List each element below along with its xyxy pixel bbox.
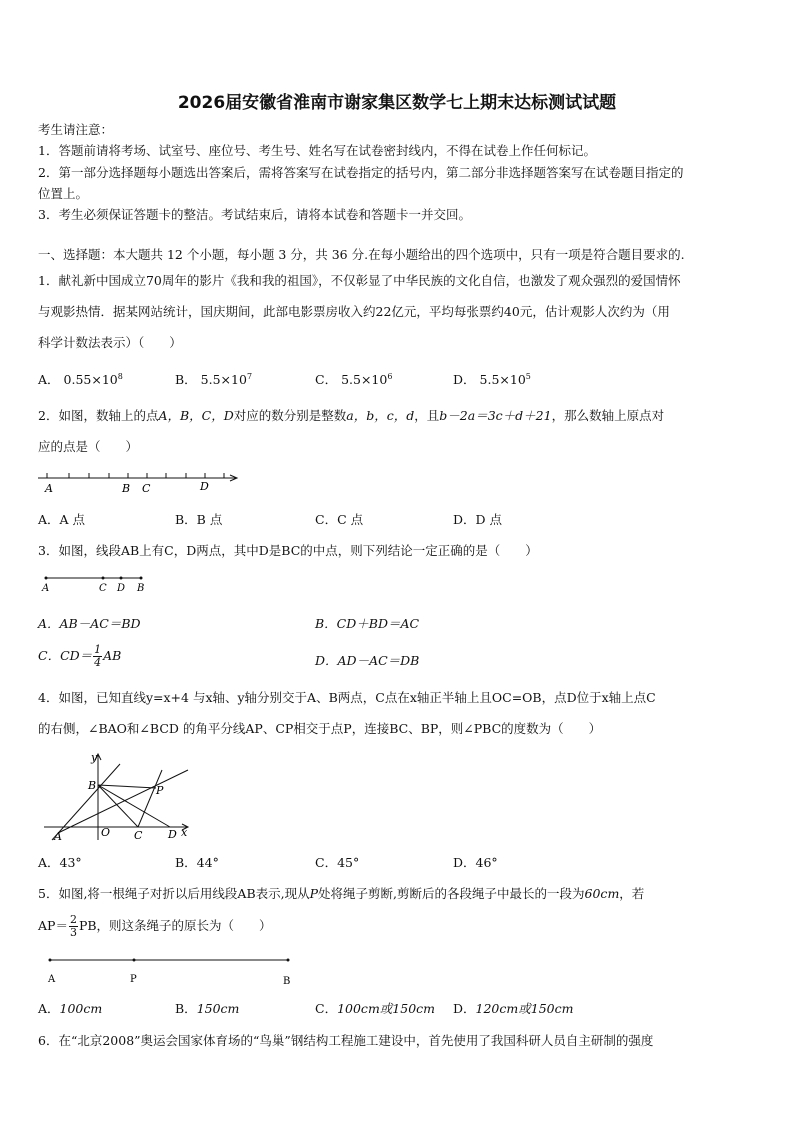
question-1-text: 1．献礼新中国成立70周年的影片《我和我的祖国》，不仅彰显了中华民族的文化自信，也激发了观众强烈的爱国情怀 [38, 273, 681, 288]
question-2-text: 2．如图，数轴上的点A，B，C，D对应的数分别是整数a，b，c，d，且b－2a＝3c＋d＋21，那么数轴上原点对 [38, 408, 665, 423]
q1-option-d: D． $5.5\times 10^5$ [453, 371, 531, 387]
point-label: B [122, 482, 131, 495]
question-4-text: 的右侧，∠BAO和∠BCD 的角平分线AP、CP相交于点P，连接BC、BP，则∠PBC的度数为（ ） [38, 721, 602, 736]
q5-option-d: D．120cm或150cm [453, 1001, 574, 1016]
point-label: D [200, 480, 209, 493]
point-label: A [42, 583, 50, 594]
point-label: C [99, 583, 107, 594]
q3-option-a: A．AB－AC＝BD [38, 616, 141, 631]
point-label: A [48, 974, 56, 985]
question-2-text: 应的点是（ ） [38, 439, 139, 454]
question-6-text: 6．在“北京2008”奥运会国家体育场的“鸟巢”钢结构工程施工建设中，首先使用了我国科研人员自主研制的强度 [38, 1033, 654, 1048]
q3-option-d: D．AD－AC＝DB [315, 653, 420, 668]
notice-item: 1．答题前请将考场、试室号、座位号、考生号、姓名写在试卷密封线内，不得在试卷上作任何标记。 [38, 143, 596, 158]
q5-option-a: A．100cm [38, 1001, 103, 1016]
segment-figure [36, 570, 156, 596]
q3-option-c: C．CD＝ $\frac{1}{4}$ AB [38, 643, 122, 669]
q1-option-a: A． $0.55\times 10^8$ [38, 371, 123, 387]
question-1-text: 科学计数法表示）（ ） [38, 335, 182, 350]
page-title: 2026届安徽省淮南市谢家集区数学七上期末达标测试试题 [177, 93, 617, 113]
section-heading: 一、选择题：本大题共 12 个小题，每小题 3 分，共 36 分.在每小题给出的四个选项中，只有一项是符合题目要求的. [38, 247, 685, 262]
q1-option-c: C． $5.5\times 10^6$ [315, 371, 393, 387]
number-line-figure [36, 466, 246, 496]
question-5-text: 5．如图,将一根绳子对折以后用线段AB表示,现从P处将绳子剪断,剪断后的各段绳子中最长的一段为60cm，若 [38, 886, 645, 901]
notice-item: 位置上。 [38, 186, 89, 201]
q4-option-a: A．43° [38, 855, 82, 870]
point-label: C [134, 829, 143, 842]
point-label: D [168, 828, 177, 841]
q2-option-d: D．D 点 [453, 512, 503, 527]
point-label: D [117, 583, 126, 594]
axis-label: x [181, 826, 188, 839]
question-3-text: 3．如图，线段AB上有C，D两点，其中D是BC的中点，则下列结论一定正确的是（ ） [38, 543, 538, 558]
q1-option-b: B． $5.5\times 10^7$ [175, 371, 253, 387]
coordinate-figure [38, 748, 198, 844]
q4-option-b: B．44° [175, 855, 219, 870]
notice-item: 2．第一部分选择题每小题选出答案后，需将答案写在试卷指定的括号内，第二部分非选择题答案写在试卷题目指定的 [38, 165, 684, 180]
q4-option-c: C．45° [315, 855, 360, 870]
notice-item: 3．考生必须保证答题卡的整洁。考试结束后，请将本试卷和答题卡一并交回。 [38, 207, 471, 222]
q5-option-c: C．100cm或150cm [315, 1001, 436, 1016]
q2-option-b: B．B 点 [175, 512, 223, 527]
point-label: C [142, 482, 151, 495]
q4-option-d: D．46° [453, 855, 498, 870]
q2-option-c: C．C 点 [315, 512, 364, 527]
question-4-text: 4．如图，已知直线y=x+4 与x轴、y轴分别交于A、B两点，C点在x轴正半轴上且OC=OB，点D位于x轴上点C [38, 690, 656, 705]
q3-option-b: B．CD＋BD＝AC [315, 616, 420, 631]
question-5-text: AP＝ $\frac{2}{3}$ PB，则这条绳子的原长为（ ） [38, 913, 272, 939]
question-1-text: 与观影热情．据某网站统计，国庆期间，此部电影票房收入约22亿元，平均每张票约40元，估计观影人次约为（用 [38, 304, 670, 319]
point-label: O [101, 826, 111, 839]
point-label: B [88, 779, 97, 792]
point-label: A [54, 830, 62, 843]
q5-option-b: B．150cm [175, 1001, 240, 1016]
point-label: A [45, 482, 53, 495]
point-label: P [130, 974, 137, 985]
notice-heading: 考生请注意： [38, 122, 114, 137]
q2-option-a: A．A 点 [38, 512, 86, 527]
point-label: P [156, 784, 164, 797]
axis-label: y [91, 751, 98, 764]
point-label: B [137, 583, 145, 594]
point-label: B [283, 976, 291, 987]
rope-figure [40, 952, 300, 988]
